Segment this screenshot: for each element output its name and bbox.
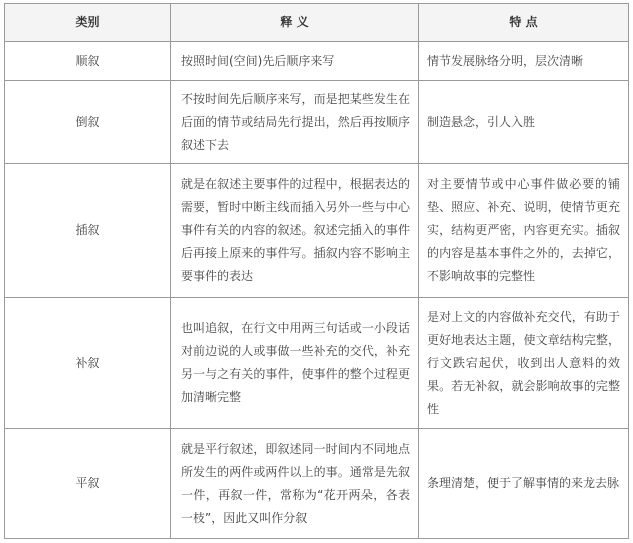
table-row	[5, 298, 629, 429]
row-feature: 情节发展脉络分明，层次清晰	[419, 42, 629, 81]
row-type: 平叙	[5, 429, 171, 539]
row-definition: 就是在叙述主要事件的过程中，根据表达的需要，暂时中断主线而插入另外一些与中心事件有关的内容的叙述。叙述完插入的事件后再接上原来的事件写。插叙内容不影响主要事件的表达	[171, 164, 419, 298]
row-type: 补叙	[5, 298, 171, 429]
table-row	[5, 42, 629, 81]
row-definition: 按照时间(空间)先后顺序来写	[171, 42, 419, 81]
row-definition: 不按时间先后顺序来写，而是把某些发生在后面的情节或结局先行提出，然后再按顺序叙述下去	[171, 81, 419, 164]
narration-methods-table	[4, 3, 629, 539]
table-row	[5, 81, 629, 164]
row-feature: 对主要情节或中心事件做必要的铺垫、照应、补充、说明，使情节更充实，结构更严密，内容更充实。插叙的内容是基本事件之外的，去掉它，不影响故事的完整性	[419, 164, 629, 298]
row-feature: 制造悬念，引人入胜	[419, 81, 629, 164]
header-definition: 释 义	[171, 4, 419, 42]
header-type: 类别	[5, 4, 171, 42]
row-type: 插叙	[5, 164, 171, 298]
row-feature: 条理清楚，便于了解事情的来龙去脉	[419, 429, 629, 539]
row-feature: 是对上文的内容做补充交代，有助于更好地表达主题，使文章结构完整，行文跌宕起伏，收到出人意料的效果。若无补叙，就会影响故事的完整性	[419, 298, 629, 429]
row-type: 倒叙	[5, 81, 171, 164]
row-definition: 就是平行叙述，即叙述同一时间内不同地点所发生的两件或两件以上的事。通常是先叙一件，再叙一件，常称为“花开两朵，各表一枝”，因此又叫作分叙	[171, 429, 419, 539]
table-row	[5, 164, 629, 298]
header-row	[5, 4, 629, 42]
row-type: 顺叙	[5, 42, 171, 81]
table-row	[5, 429, 629, 539]
row-definition: 也叫追叙，在行文中用两三句话或一小段话对前边说的人或事做一些补充的交代，补充另一与之有关的事件，使事件的整个过程更加清晰完整	[171, 298, 419, 429]
header-feature: 特 点	[419, 4, 629, 42]
